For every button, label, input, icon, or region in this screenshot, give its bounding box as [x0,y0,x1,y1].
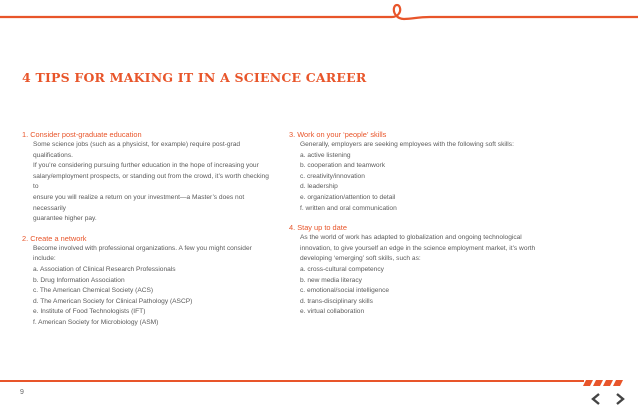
section-3 [289,130,589,214]
footer-stripe-decoration [0,378,638,408]
page-number: 9 [20,389,24,396]
list-item: a. Association of Clinical Research Professionals [33,265,176,273]
list-item: c. The American Chemical Society (ACS) [33,287,154,295]
emerging-skills-list [300,265,589,318]
section-4 [289,223,589,318]
body-line: If you’re considering pursuing further education in the hope of increasing your [33,162,259,170]
section-body [22,244,272,329]
body-line: salary/employment prospects, or standing out from the crowd, it’s worth checking to [33,172,269,191]
list-item: b. new media literacy [300,276,362,284]
list-item: e. virtual collaboration [300,308,365,316]
body-line: guarantee higher pay. [33,215,97,223]
list-item: d. The American Society for Clinical Pathology (ASCP) [33,297,193,305]
list-item: f. written and oral communication [300,204,397,212]
list-item: f. American Society for Microbiology (ASM) [33,318,159,326]
list-item: e. Institute of Food Technologists (IFT) [33,308,146,316]
body-line: Some science jobs (such as a physicist, for example) require post-grad qualifications. [33,141,241,159]
list-item: b. Drug Information Association [33,276,125,284]
list-item: a. cross-cultural competency [300,265,384,273]
orange-string-decoration [0,0,638,40]
list-item: d. leadership [300,183,338,191]
section-heading: 3. Work on your ‘people’ skills [289,130,387,139]
list-item: e. organization/attention to detail [300,193,396,201]
body-line: developing ‘emerging’ soft skills, such as: [300,255,421,263]
body-line: Become involved with professional organizations. A few you might consider include: [33,244,252,263]
left-column [22,130,272,338]
next-page-button[interactable] [612,391,628,407]
list-item: c. creativity/innovation [300,172,365,180]
body-line: ensure you will realize a return on your investment—a Master’s does not necessarily [33,193,245,212]
body-line: As the world of work has adapted to globalization and ongoing technological [300,234,522,242]
list-item: a. active listening [300,151,351,159]
right-column [289,130,589,327]
page-title: 4 TIPS FOR MAKING IT IN A SCIENCE CAREER [22,70,367,85]
section-heading: 1. Consider post-graduate education [22,130,142,139]
section-heading: 4. Stay up to date [289,223,347,233]
chevron-left-icon [591,393,601,405]
list-item: c. emotional/social intelligence [300,287,390,295]
section-body [289,233,589,318]
prev-page-button[interactable] [588,391,604,407]
soft-skills-list [300,151,589,215]
section-body [289,140,589,214]
section-heading: 2. Create a network [22,233,87,243]
section-body [22,140,272,225]
list-item: b. cooperation and teamwork [300,162,386,170]
body-line: Generally, employers are seeking employees with the following soft skills: [300,141,514,148]
list-item: d. trans-disciplinary skills [300,297,373,305]
chevron-right-icon [615,393,625,405]
organization-list [33,265,272,329]
section-1 [22,130,272,225]
body-line: innovation, to give yourself an edge in the science employment market, it’s worth [300,244,536,252]
section-2 [22,234,272,329]
